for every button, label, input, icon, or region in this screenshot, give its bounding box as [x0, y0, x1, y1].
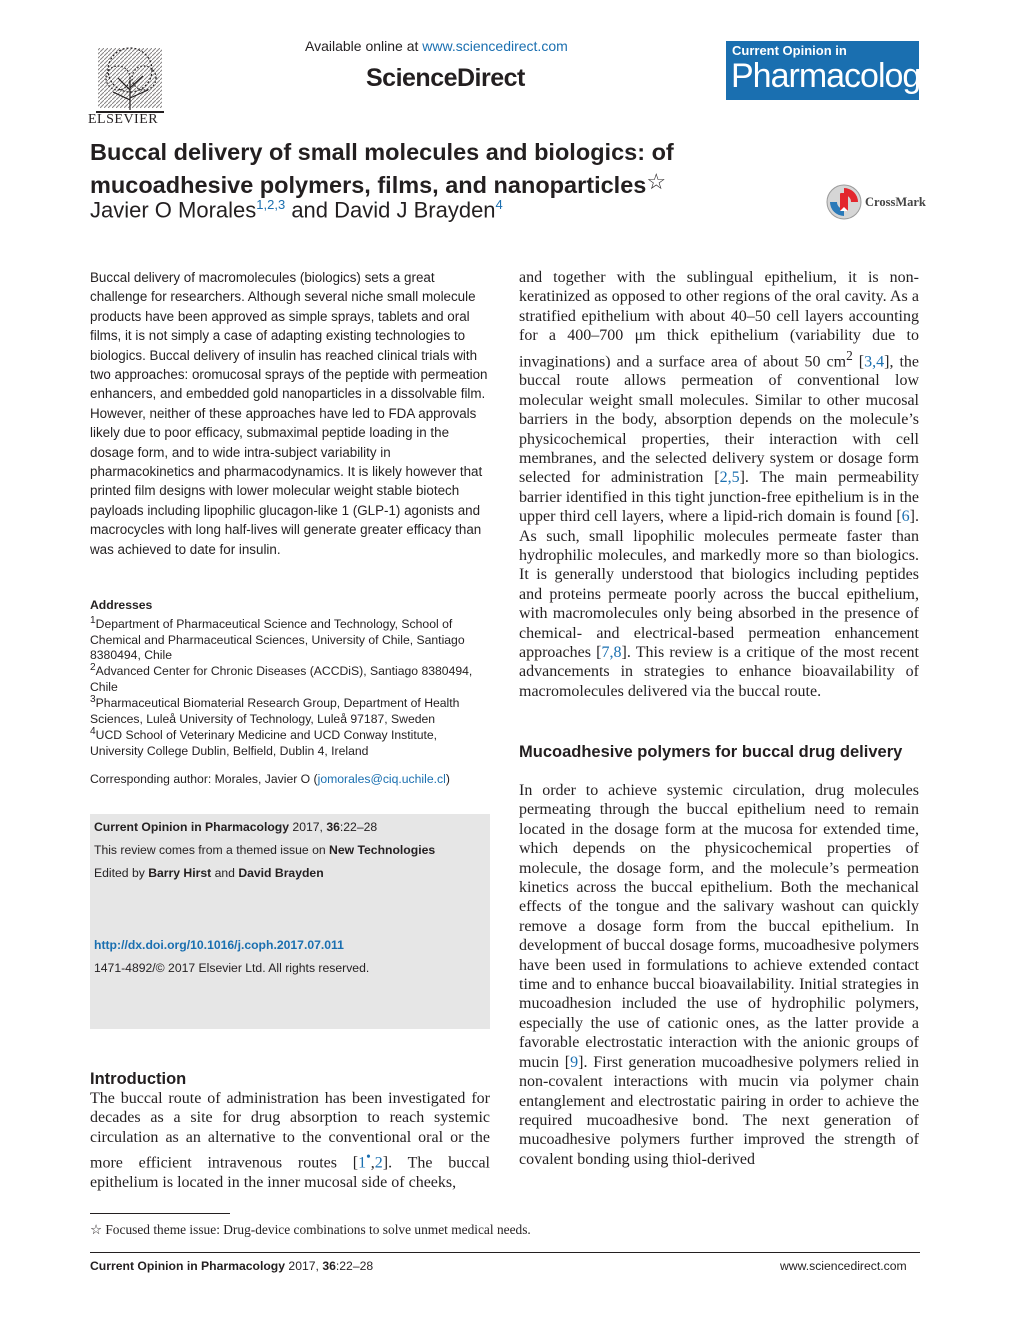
corresponding-email-link[interactable]: jomorales@ciq.uchile.cl — [317, 772, 446, 786]
footnote-mark: ☆ — [90, 1222, 103, 1237]
introduction-paragraph — [90, 1089, 490, 1192]
corresponding-author — [90, 772, 490, 786]
address-number: 4 — [90, 726, 96, 737]
footer-journal: Current Opinion in Pharmacology — [90, 1259, 286, 1273]
availability-line — [305, 38, 568, 54]
addresses-heading: Addresses — [90, 598, 153, 612]
citation-link[interactable]: 7,8 — [601, 644, 622, 662]
address-number: 3 — [90, 694, 96, 705]
citation-line — [94, 820, 377, 834]
body-text: and together with the sublingual epithelium, it is non-keratinized as opposed to other regions of the oral cavity. As a stratified epithelium with about 40–50 cell layers accounting for a 400–700 μm thick epithelium (variability due to invaginations) and a surface area of about 50 cm — [519, 269, 919, 370]
journal-year: 2017, — [289, 820, 327, 834]
citation-separator: , — [370, 1154, 375, 1172]
editors-prefix: Edited by — [94, 866, 149, 880]
footer-citation — [90, 1259, 373, 1273]
address-item — [90, 692, 490, 727]
intro-text: The buccal route of administration has been investigated for decades as a site for drug absorption to reach systemic circulation as an alternative to the conventional oral or the more efficient intravenous routes [ — [90, 1090, 490, 1172]
theme-prefix: This review comes from a themed issue on — [94, 843, 330, 857]
citation-link[interactable]: 2 — [374, 1154, 383, 1172]
address-text: Pharmaceutical Biomaterial Research Group, Department of Health Sciences, Luleå University of Technology, Luleå 97187, Sweden — [90, 696, 460, 726]
citation-link[interactable]: 2,5 — [719, 469, 740, 487]
address-text: UCD School of Veterinary Medicine and UCD Conway Institute, University College Dublin, Belfield, Dublin 4, Ireland — [90, 728, 438, 758]
journal-badge-small: Current Opinion in — [732, 43, 847, 58]
article-title — [90, 138, 790, 200]
theme-name: New Technologies — [329, 843, 436, 857]
address-item — [90, 613, 490, 664]
body-text: ]. The main permeability barrier identified in this tight junction-free epithelium is in the upper third cell layers, where a lipid-rich domain is found [ — [519, 469, 920, 526]
corresponding-label: Corresponding author: Morales, Javier O ( — [90, 772, 318, 786]
footer-url[interactable]: www.sciencedirect.com — [780, 1259, 907, 1273]
editors-line — [94, 866, 324, 880]
crossmark-badge[interactable] — [825, 183, 925, 221]
doi-link[interactable]: http://dx.doi.org/10.1016/j.coph.2017.07.011 — [94, 938, 344, 952]
editors-and: and — [211, 866, 239, 880]
editor-name: Barry Hirst — [148, 866, 212, 880]
author-name: and David J Brayden — [285, 197, 496, 223]
sciencedirect-link[interactable]: www.sciencedirect.com — [422, 38, 568, 54]
footer-divider — [90, 1252, 920, 1253]
editor-name: David Brayden — [238, 866, 324, 880]
address-text: Department of Pharmaceutical Science and Technology, School of Chemical and Pharmaceutical Sciences, University of Chile, Santiago 8380494, Chile — [90, 617, 465, 663]
body-text: ], the buccal route allows permeation of conventional low molecular weight small molecules. Similar to other mucosal barriers in the body, absorption depends on the molecule’s physicochemical properties, their interaction with cell membranes, and the selected delivery system or dosage form selected for administration [ — [519, 352, 920, 487]
footer-pages: :22–28 — [335, 1259, 374, 1273]
affiliation-ref[interactable]: 1,2,3 — [256, 197, 286, 212]
article-title-text: Buccal delivery of small molecules and biologics: of mucoadhesive polymers, films, and nanoparticles — [90, 139, 674, 198]
journal-volume: 36 — [326, 820, 340, 834]
elsevier-logo — [88, 40, 172, 128]
theme-line — [94, 843, 435, 857]
body-text: ]. First generation mucoadhesive polymers relied in non-covalent interactions with mucin via polymer chain entanglement and electrostatic pairing in order to achieve the required mucoadhesive bond. The next generation of mucoadhesive polymers further improved the strength of covalent bonding using thiol-derived — [519, 1053, 919, 1168]
citation-link[interactable]: 9 — [570, 1053, 579, 1071]
introduction-continued — [519, 268, 919, 701]
sciencedirect-logo: ScienceDirect — [366, 64, 525, 92]
title-footnote-mark[interactable]: ☆ — [646, 169, 667, 194]
footer-year: 2017, — [285, 1259, 323, 1273]
footnote-text: Focused theme issue: Drug-device combinations to solve unmet medical needs. — [102, 1222, 531, 1237]
citation-mark: • — [366, 1149, 371, 1165]
crossmark-icon — [825, 183, 863, 221]
footnote-divider — [90, 1213, 230, 1214]
affiliation-ref[interactable]: 4 — [495, 197, 503, 212]
publisher-name: ELSEVIER — [88, 112, 159, 127]
availability-prefix: Available online at — [305, 38, 423, 54]
journal-pages: :22–28 — [339, 820, 378, 834]
citation-link[interactable]: 3,4 — [864, 352, 885, 370]
crossmark-label: CrossMark — [865, 195, 926, 209]
footnote — [90, 1222, 531, 1238]
journal-name: Current Opinion in Pharmacology — [94, 820, 290, 834]
superscript: 2 — [846, 347, 853, 363]
body-text: ]. This review is a critique of the most recent advancements in strategies to enhance bioavailability of macromolecules delivered via the buccal route. — [519, 644, 919, 700]
journal-badge-name: Pharmacology — [731, 57, 937, 95]
address-number: 1 — [90, 615, 96, 626]
author-list — [90, 197, 503, 223]
introduction-heading: Introduction — [90, 1070, 187, 1088]
body-text: [ — [852, 352, 865, 370]
intro-text: ]. The buccal epithelium is located in the inner mucosal side of cheeks, — [90, 1154, 490, 1191]
address-item — [90, 724, 490, 759]
citation-link[interactable]: 6 — [901, 508, 910, 526]
corresponding-close: ) — [445, 772, 450, 786]
abstract: Buccal delivery of macromolecules (biologics) sets a great challenge for researchers. Although several niche small molecule products have been approved as simple sprays, tablets and oral films, it is not simply a case of adapting existing technologies to biologics. Buccal delivery of insulin has reached clinical trials with two approaches: oromucosal sprays of the peptide with permeation enhancers, and embedded gold nanoparticles in a dissolvable film. However, neither of these approaches have led to FDA approvals likely due to poor efficacy, submaximal peptide loading in the dosage form, and to wide intra-subject variability in pharmacokinetics and pharmacodynamics. It is likely however that printed film designs with lower molecular weight stable biotech payloads including lipophilic glucagon-like 1 (GLP-1) agonists and macrocycles with long half-lives will generate greater efficacy than was achieved to date for insulin. — [90, 270, 488, 557]
address-item — [90, 660, 490, 695]
copyright-line: 1471-4892/© 2017 Elsevier Ltd. All rights reserved. — [94, 961, 370, 975]
address-text: Advanced Center for Chronic Diseases (ACCDiS), Santiago 8380494, Chile — [90, 664, 473, 694]
journal-badge — [726, 41, 937, 100]
mucoadhesive-heading: Mucoadhesive polymers for buccal drug delivery — [519, 743, 903, 761]
footer-volume: 36 — [322, 1259, 336, 1273]
mucoadhesive-paragraph — [519, 781, 919, 1169]
body-text: ]. As such, small lipophilic molecules permeate faster than hydrophilic molecules, and markedly more so than biologics. It is generally understood that biologics including peptides and proteins permeate poorly across the buccal epithelium, with macromolecules only being absorbed in the presence of chemical- and electrical-based permeation enhancement approaches [ — [519, 508, 919, 662]
citation-link[interactable]: 1 — [358, 1154, 367, 1172]
body-text: In order to achieve systemic circulation, drug molecules permeating through the buccal epithelium need to remain located in the dosage form at the mucosa for extended time, which depends on the physicochemical properties of molecule, the dosage form, and the molecule’s permeation kinetics across the buccal epithelium. Both the mechanical effects of the tongue and the salivary washout can quickly remove a dosage form from the buccal epithelium. In development of buccal dosage forms, mucoadhesive polymers have been used in formulations to achieve extended contact time and to enhance buccal bioavailability. Initial strategies in mucoadhesion included the use of hydrophilic polymers, especially the use of cationic ones, as the latter provide a favorable electrostatic interaction with the anionic groups of mucin [ — [519, 782, 919, 1071]
author-name: Javier O Morales — [90, 197, 257, 223]
address-number: 2 — [90, 662, 96, 673]
article-info-box — [90, 814, 490, 1029]
